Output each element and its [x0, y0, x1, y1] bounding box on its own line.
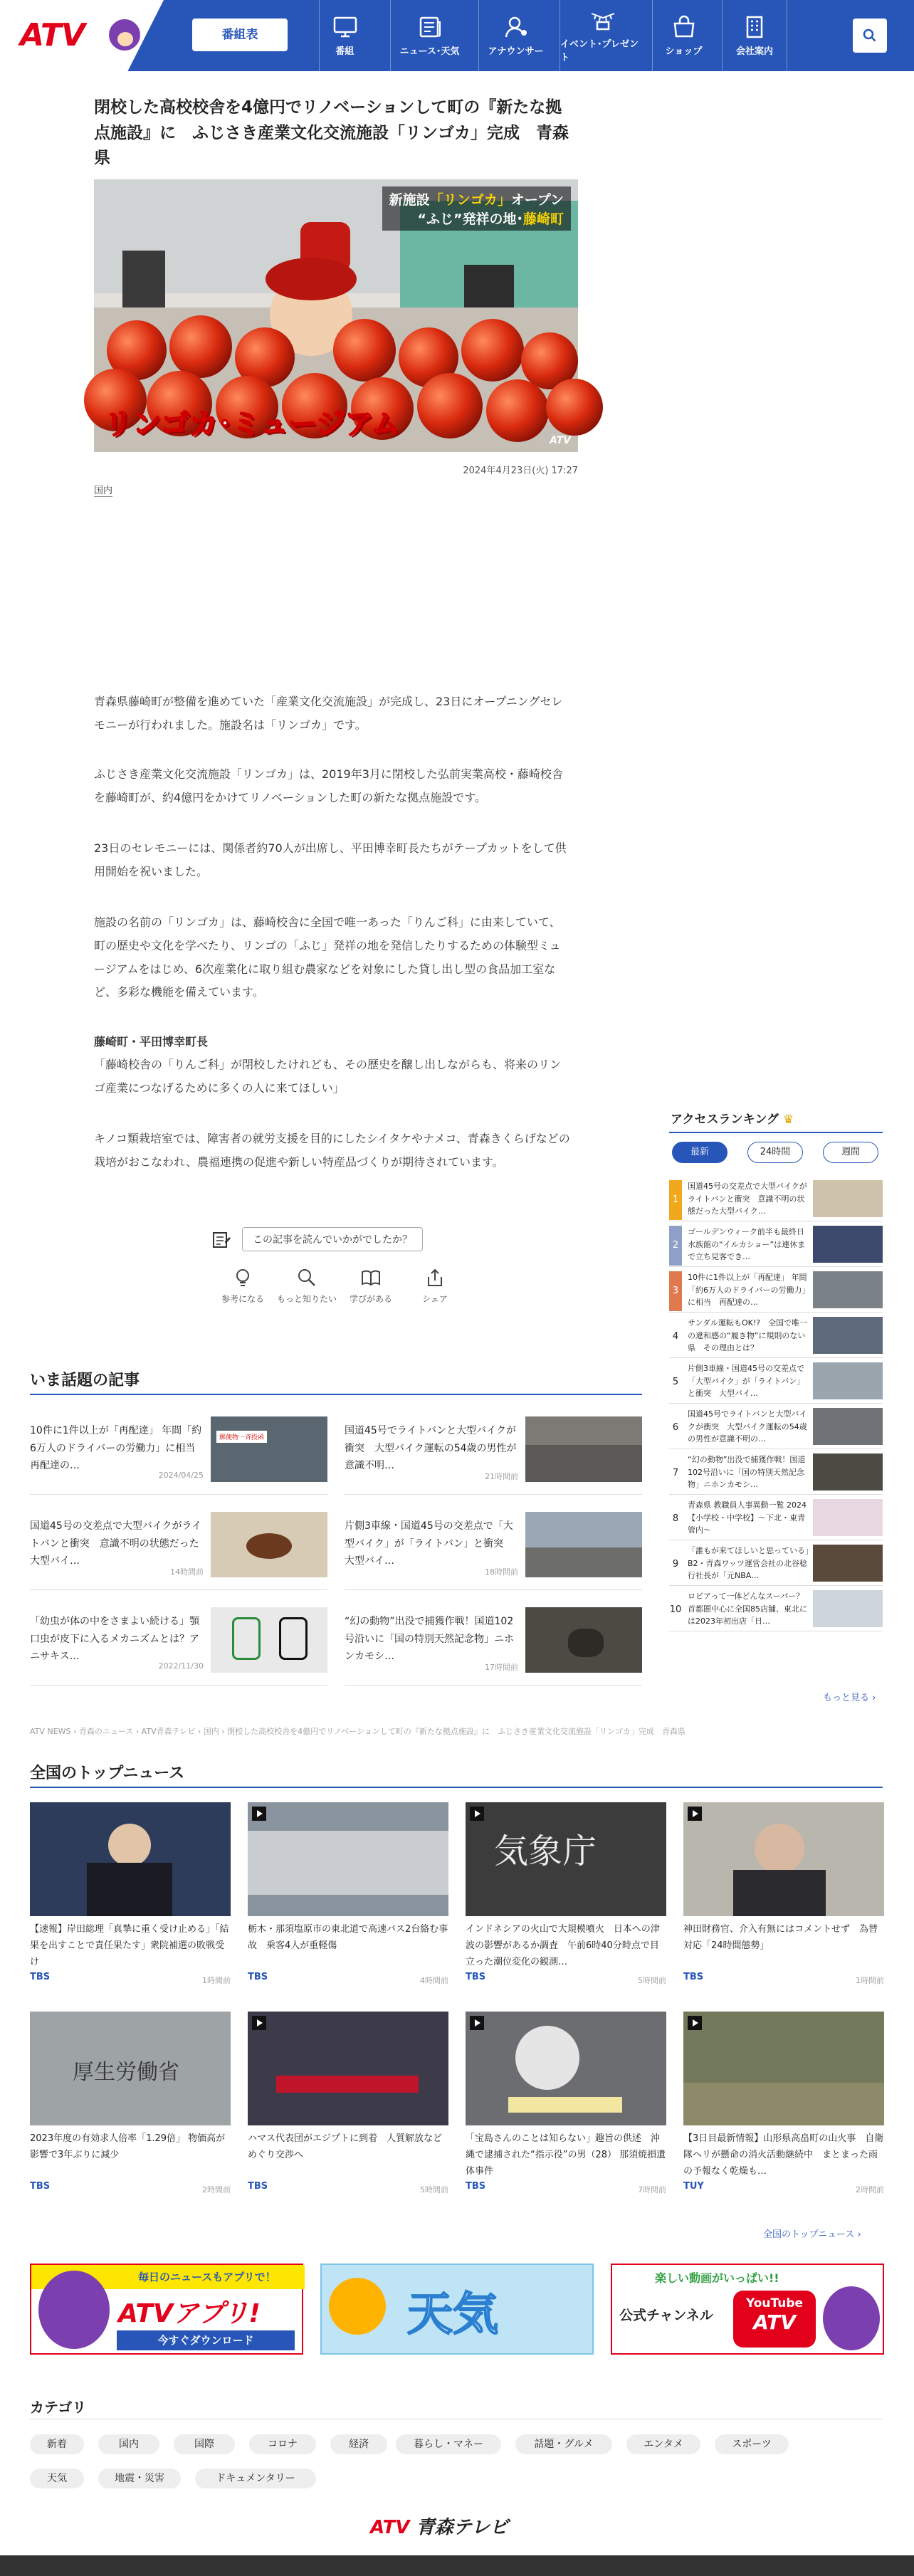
ranking-item-title: 「誰もが来てほしいと思っている」B2・青森ワッツ運営会社の北谷稔行社長が「元NBA…	[688, 1546, 809, 1581]
article-paragraph: 23日のセレモニーには、関係者約70人が出席し、平田博幸町長たちがテープカットをして供用開始を祝いました。	[94, 841, 567, 878]
article-title: 閉校した高校校舎を4億円でリノベーションして町の『新たな拠点施設』に ふじさき産業文化交流施設「リンゴカ」完成 青森県	[94, 98, 569, 168]
ranking-tab-latest[interactable]: 最新	[672, 1142, 727, 1163]
top-news-item[interactable]	[30, 1802, 231, 1994]
top-news-date: 4時間前	[420, 1976, 448, 1985]
popular-article-title: “幻の動物”出没で捕獲作戦！国道102号沿いに「国の特別天然記念物」ニホンカモシ…	[345, 1616, 514, 1662]
nav-label: ニュース･天気	[399, 46, 460, 57]
ranking-item-thumbnail	[813, 1408, 883, 1445]
crown-icon: ♛	[782, 1113, 794, 1127]
ranking-item-thumbnail	[813, 1453, 883, 1491]
ranking-item-thumbnail	[813, 1499, 883, 1536]
popular-article-title: 片側3車線・国道45号の交差点で「大型バイク」が「ライトバン」と衝突 大型バイ…	[345, 1520, 514, 1567]
ranking-number: 5	[672, 1377, 679, 1387]
popular-article[interactable]	[345, 1607, 642, 1686]
header-search-button[interactable]	[853, 19, 887, 53]
weather-banner[interactable]: 天気	[320, 2264, 594, 2355]
top-news-thumbnail	[466, 2012, 666, 2125]
ranking-item-thumbnail	[813, 1545, 883, 1582]
top-news-date: 1時間前	[856, 1976, 884, 1985]
event-icon	[590, 8, 616, 32]
top-news-title: 栃木・那須塩原市の東北道で高速バス2台絡む事故 乗客4人が重軽傷	[248, 1924, 448, 1951]
ranking-item-thumbnail	[813, 1180, 883, 1217]
nav-label: 会社案内	[735, 46, 773, 57]
article-paragraph: 青森県藤崎町が整備を進めていた「産業文化交流施設」が完成し、23日にオープニングセレモニーが行われました。施設名は「リンゴカ」です。	[94, 695, 563, 732]
ranking-item[interactable]	[669, 1495, 883, 1540]
ranking-item-title: ロピアって一体どんなスーパー？首都圏中心に全国85店舗、東北には2023年初出店「日…	[688, 1592, 807, 1626]
top-news-item[interactable]	[466, 2012, 666, 2204]
category-pill[interactable]: エンタメ	[626, 2434, 700, 2454]
ranking-number: 8	[672, 1513, 679, 1524]
video-play-icon	[252, 1807, 266, 1821]
section-underline	[669, 1132, 883, 1133]
reaction-helpful-button[interactable]	[211, 1267, 275, 1305]
ranking-item-title: サンダル運転もOK!? 全国で唯一の違和感の“履き物”に規則のない県 その理由とは？	[688, 1318, 808, 1353]
ranking-item[interactable]	[669, 1404, 883, 1449]
popular-article[interactable]	[30, 1416, 327, 1495]
top-news-title: 全国のトップニュース	[30, 1765, 185, 1782]
top-news-title: 2023年度の有効求人倍率「1.29倍」 物価高が影響で3年ぶりに減少	[30, 2133, 226, 2160]
popular-article-thumbnail	[211, 1512, 327, 1577]
video-play-icon	[688, 2016, 702, 2030]
nav-item-programs[interactable]	[319, 0, 370, 71]
category-pill[interactable]: 地震・災害	[98, 2469, 181, 2488]
top-news-thumbnail	[30, 1802, 231, 1916]
category-pill[interactable]: 話題・グルメ	[515, 2434, 612, 2454]
top-news-thumbnail	[683, 2012, 884, 2125]
ranking-item-title: “幻の動物”出没で捕獲作戦！国道102号沿いに「国の特別天然記念物」ニホンカモシ…	[688, 1455, 806, 1490]
reaction-label: シェア	[422, 1294, 448, 1304]
popular-article[interactable]	[345, 1416, 642, 1495]
ranking-item-thumbnail	[813, 1226, 883, 1263]
ranking-item-thumbnail	[813, 1362, 883, 1399]
news-icon	[417, 15, 443, 39]
popular-article-date: 2024/04/25	[158, 1471, 204, 1480]
nav-label: ショップ	[665, 46, 703, 57]
popular-article[interactable]	[30, 1607, 327, 1686]
top-news-source: TBS	[30, 2181, 51, 2192]
ranking-item-thumbnail	[813, 1590, 883, 1627]
top-news-source: TBS	[466, 2181, 486, 2192]
top-news-date: 2時間前	[856, 2185, 884, 2194]
popular-article-date: 21時間前	[485, 1472, 518, 1481]
top-news-more-link[interactable]: 全国のトップニュース ›	[763, 2229, 861, 2240]
mascot-icon	[38, 2271, 110, 2349]
top-news-date: 5時間前	[638, 1976, 666, 1985]
top-news-date: 7時間前	[638, 2185, 666, 2194]
tv-icon	[332, 15, 358, 39]
nav-label: アナウンサー	[488, 46, 544, 57]
video-play-icon	[470, 1807, 484, 1821]
popular-section-title: いま話題の記事	[30, 1372, 140, 1389]
popular-article-thumbnail	[525, 1512, 642, 1577]
ranking-number: 9	[672, 1559, 679, 1570]
lightbulb-icon	[232, 1267, 253, 1288]
quote-speaker: 藤崎町・平田博幸町長	[94, 1035, 209, 1048]
top-news-title: ハマス代表団がエジプトに到着 人質解放などめぐり交渉へ	[248, 2133, 443, 2160]
ranking-item-thumbnail	[813, 1317, 883, 1354]
reaction-buttons	[211, 1267, 467, 1305]
top-news-source: TBS	[683, 1972, 704, 1982]
reaction-label: 学びがある	[349, 1294, 392, 1304]
section-underline	[30, 1787, 883, 1788]
popular-article-thumbnail	[211, 1607, 327, 1673]
ranking-number: 10	[669, 1604, 682, 1615]
company-icon	[742, 15, 767, 39]
popular-article-thumbnail	[525, 1416, 642, 1482]
top-news-item[interactable]	[248, 2012, 448, 2204]
ranking-item[interactable]	[669, 1540, 883, 1586]
top-news-date: 1時間前	[202, 1976, 231, 1985]
reaction-learned-button[interactable]	[339, 1267, 403, 1305]
top-news-source: TUY	[683, 2181, 704, 2192]
ranking-item[interactable]	[669, 1176, 883, 1221]
top-news-item[interactable]	[248, 1802, 448, 1994]
hero-caption-main: リンゴカ･ミュージアム	[104, 408, 400, 441]
top-news-item[interactable]	[466, 1802, 666, 1994]
sun-icon	[329, 2278, 386, 2335]
ranking-item-title: 10件に1件以上が「再配達」 年間「約6万人のドライバーの労働力」に相当 再配達の…	[688, 1273, 810, 1308]
category-pill[interactable]: 暮らし・マネー	[396, 2434, 501, 2454]
ranking-number: 2	[669, 1226, 682, 1266]
popular-article-date: 18時間前	[485, 1567, 518, 1577]
popular-article-title: 国道45号でライトバンと大型バイクが衝突 大型バイク運転の54歳の男性が意識不明…	[345, 1425, 517, 1471]
footer-logo[interactable]: ATV 青森テレビ	[370, 2517, 509, 2538]
ranking-item-title: 国道45号でライトバンと大型バイクが衝突 大型バイク運転の54歳の男性が意識不明の…	[688, 1409, 807, 1444]
section-underline	[30, 1394, 642, 1395]
ranking-more-link[interactable]: もっと見る ›	[823, 1693, 876, 1703]
article-quote: 「藤崎校舎の「りんご科」が閉校したけれども、その歴史を醸し出しながらも、将来のリンゴ産業につなげるために多くの人に来てほしい」	[94, 1058, 562, 1095]
popular-article-thumbnail: 郵便物一斉投函	[211, 1416, 327, 1482]
categories-title: カテゴリ	[30, 2399, 87, 2416]
ranking-item-title: ゴールデンウィーク前半も最終日 水族館の“イルカショー”は連休まで立ち見客でき…	[688, 1227, 812, 1262]
top-news-title: 【3日目最新情報】山形県高畠町の山火事 自衛隊ヘリが懸命の消火活動継続中 まとまった雨の予報なく乾燥も…	[683, 2133, 884, 2177]
ranking-tabs	[672, 1142, 878, 1163]
popular-article-title: 10件に1件以上が「再配達」 年間「約6万人のドライバーの労働力」に相当 再配達の…	[30, 1425, 206, 1471]
ranking-item-title: 国道45号の交差点で大型バイクがライトバンと衝突 意識不明の状態だった大型バイク…	[688, 1182, 807, 1216]
ranking-item[interactable]	[669, 1313, 883, 1358]
program-guide-button[interactable]: 番組表	[192, 19, 288, 51]
popular-article-title: 国道45号の交差点で大型バイクがライトバンと衝突 意識不明の状態だった大型バイ…	[30, 1520, 202, 1567]
nav-item-shop[interactable]	[652, 0, 715, 71]
top-news-title: 【速報】岸田総理「真摯に重く受け止める」「結果を出すことで責任果たす」衆院補選の敗戦受け	[30, 1924, 229, 1967]
ranking-item-thumbnail	[813, 1271, 883, 1308]
article-hero-image	[94, 179, 578, 452]
nav-item-company[interactable]	[722, 0, 787, 71]
video-play-icon	[252, 2016, 266, 2030]
popular-article-title: 「幼虫が体の中をさまよい続ける」顎口虫が皮下に入るメカニズムとは？アニサキス…	[30, 1616, 199, 1662]
article-date: 2024年4月23日(火) 17:27	[463, 466, 578, 476]
top-news-title: インドネシアの火山で大規模噴火 日本への津波の影響があるか調査 午前6時40分時点で目立った潮位変化の観測…	[466, 1924, 660, 1967]
category-pill[interactable]: ドキュメンタリー	[195, 2469, 316, 2488]
popular-article-date: 2022/11/30	[158, 1661, 204, 1671]
video-play-icon	[470, 2016, 484, 2030]
ranking-item[interactable]	[669, 1267, 883, 1313]
category-pill[interactable]: 経済	[330, 2434, 387, 2454]
ranking-title: アクセスランキング ♛	[671, 1113, 794, 1127]
breadcrumb[interactable]: ATV NEWS › 青森のニュース › ATV青森テレビ › 国内 › 閉校した高校校舎を4億円でリノベーションして町の『新たな拠点施設』に ふじさき産業文化交流施設「リンゴカ」完成 青森県	[30, 1727, 686, 1736]
top-news-title: 神田財務官、介入有無にはコメントせず 為替対応「24時間態勢」	[683, 1924, 878, 1951]
top-news-source: TBS	[248, 1972, 268, 1982]
top-news-item[interactable]	[683, 2012, 884, 2204]
nav-item-events[interactable]	[560, 0, 645, 71]
category-pill[interactable]: 国内	[98, 2434, 159, 2454]
reaction-label: もっと知りたい	[276, 1294, 337, 1304]
top-news-thumbnail: 気象庁	[466, 1802, 666, 1916]
video-play-icon	[688, 1807, 702, 1821]
feedback-question: この記事を読んでいかがでしたか？	[242, 1227, 423, 1251]
share-icon	[424, 1267, 446, 1288]
article-category-link[interactable]: 国内	[94, 483, 112, 497]
top-news-item[interactable]	[30, 2012, 231, 2204]
mascot-icon	[823, 2286, 880, 2350]
ranking-number: 4	[672, 1331, 679, 1342]
ranking-item-title: 片側3車線・国道45号の交差点で「大型バイク」が「ライトバン」と衝突 大型バイ…	[688, 1364, 805, 1399]
top-news-date: 2時間前	[202, 2185, 231, 2194]
popular-article-date: 17時間前	[485, 1663, 518, 1672]
feedback-icon	[211, 1229, 232, 1250]
ranking-item[interactable]	[669, 1586, 883, 1631]
ranking-tab-weekly[interactable]: 週間	[823, 1142, 878, 1163]
ranking-number: 7	[672, 1468, 679, 1478]
top-news-source: TBS	[466, 1972, 486, 1982]
popular-article-thumbnail	[525, 1607, 642, 1673]
book-icon	[360, 1267, 382, 1288]
mascot-icon	[107, 17, 142, 53]
category-pill[interactable]: 国際	[174, 2434, 235, 2454]
app-download-banner[interactable]: 毎日のニュースもアプリで！ ATVアプリ! 今すぐダウンロード	[30, 2264, 303, 2355]
reaction-label: 参考になる	[221, 1294, 264, 1304]
reaction-want-more-button[interactable]	[275, 1267, 339, 1305]
top-news-thumbnail	[248, 2012, 448, 2125]
category-pill[interactable]: 新着	[30, 2434, 84, 2454]
ranking-item[interactable]	[669, 1449, 883, 1495]
search-icon	[296, 1267, 317, 1288]
footer-bar	[0, 2555, 914, 2576]
ranking-item-title: 青森県 教職員人事異動一覧 2024【小学校・中学校】〜下北・東青管内〜	[688, 1500, 807, 1535]
ranking-number: 6	[672, 1422, 679, 1433]
nav-item-news-weather[interactable]	[390, 0, 468, 71]
category-pill[interactable]: コロナ	[249, 2434, 316, 2454]
top-news-source: TBS	[248, 2181, 268, 2192]
youtube-channel-banner[interactable]: 楽しい動画がいっぱい!! 公式チャンネル YouTube ATV	[611, 2264, 884, 2355]
ranking-item[interactable]	[669, 1358, 883, 1404]
feedback-prompt	[211, 1227, 423, 1251]
site-logo[interactable]: ATV	[20, 17, 85, 53]
nav-label: イベント･プレゼント	[560, 39, 639, 63]
shop-icon	[671, 15, 697, 39]
ranking-number: 3	[669, 1271, 682, 1311]
popular-article[interactable]	[345, 1512, 642, 1590]
popular-article[interactable]	[30, 1512, 327, 1590]
article-paragraph: キノコ類栽培室では、障害者の就労支援を目的にしたシイタケやナメコ、青森きくらげなどの栽培がおこなわれ、農福連携の促進や新しい特産品づくりが期待されています。	[94, 1132, 570, 1169]
announcer-icon	[503, 15, 529, 39]
top-news-item[interactable]	[683, 1802, 884, 1994]
nav-label: 番組	[335, 46, 354, 57]
top-news-title: 「宝島さんのことは知らない」趣旨の供述 沖縄で逮捕された“指示役”の男（28） 那須焼損遺体事件	[466, 2133, 666, 2177]
share-button[interactable]	[403, 1267, 467, 1305]
category-pill[interactable]: 天気	[30, 2469, 84, 2488]
search-icon	[863, 28, 877, 43]
top-news-thumbnail	[683, 1802, 884, 1916]
hero-watermark: ATV	[550, 435, 571, 446]
article-paragraph: 施設の名前の「リンゴカ」は、藤崎校舎に全国で唯一あった「りんご科」に由来していて、町の歴史や文化を学べたり、リンゴの「ふじ」発祥の地を発信したりするための体験型ミュージアムをはじめ、6次産業化に取り組む農家などを対象にした貸し出し型の食品加工室など、多彩な機能を備えています。	[94, 915, 561, 999]
category-pill[interactable]: スポーツ	[715, 2434, 789, 2454]
article-paragraph: ふじさき産業文化交流施設「リンゴカ」は、2019年3月に閉校した弘前実業高校・藤崎校舎を藤崎町が、約4億円をかけてリノベーションした町の新たな拠点施設です。	[94, 767, 563, 804]
ranking-tab-24h[interactable]: 24時間	[747, 1142, 803, 1163]
top-news-thumbnail	[248, 1802, 448, 1916]
hero-caption-top: 新施設「リンゴカ」オープン “ふじ”発祥の地･藤崎町	[382, 186, 571, 231]
popular-article-date: 14時間前	[170, 1567, 204, 1577]
top-news-thumbnail: 厚生労働省	[30, 2012, 231, 2125]
ranking-item[interactable]	[669, 1221, 883, 1267]
nav-item-announcers[interactable]	[478, 0, 552, 71]
youtube-icon: YouTube ATV	[733, 2291, 816, 2348]
ranking-number: 1	[669, 1180, 682, 1220]
top-news-source: TBS	[30, 1972, 51, 1982]
top-news-date: 5時間前	[420, 2185, 448, 2194]
